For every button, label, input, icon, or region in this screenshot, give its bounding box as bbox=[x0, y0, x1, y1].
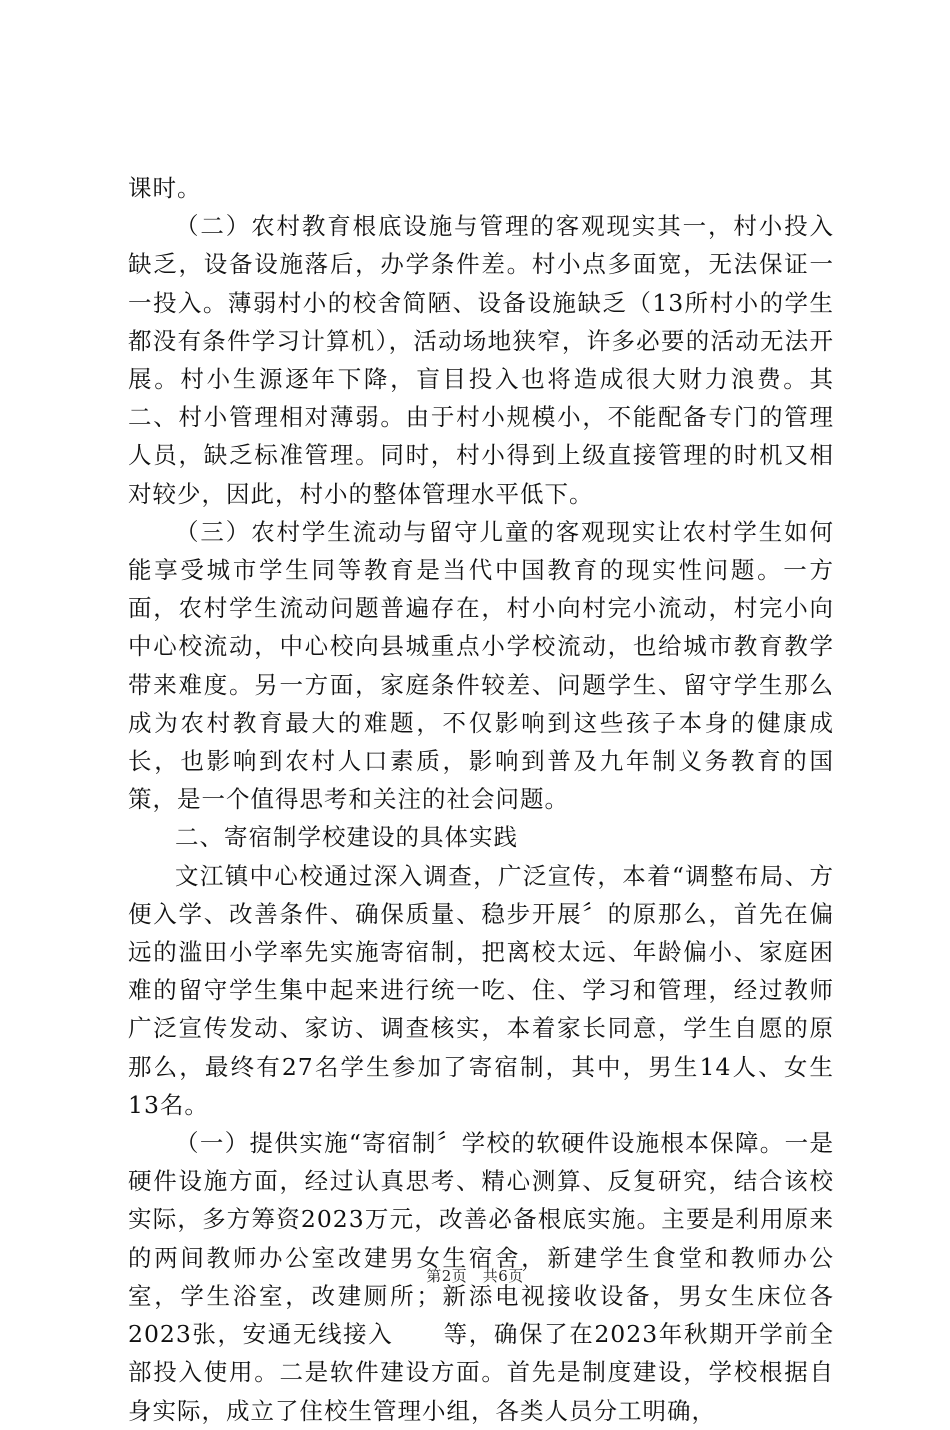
page-footer: 第2页 共6页 bbox=[426, 1267, 524, 1285]
paragraph-section-3: （三）农村学生流动与留守儿童的客观现实让农村学生如何能享受城市学生同等教育是当代中国教育的现实性问题。一方面，农村学生流动问题普遍存在，村小向村完小流动，村完小向中心校流动，中心校向县城重点小学校流动，也给城市教育教学带来难度。另一方面，家庭条件较差、问题学生、留守学生那么成为农村教育最大的难题，不仅影响到这些孩子本身的健康成长，也影响到农村人口素质，影响到普及九年制义务教育的国策，是一个值得思考和关注的社会问题。 bbox=[128, 517, 834, 814]
document-body bbox=[128, 169, 834, 1430]
paragraph-subsection-1: （一）提供实施“寄宿制〞学校的软硬件设施根本保障。一是硬件设施方面，经过认真思考、精心测算、反复研究，结合该校实际，多方筹资2023万元，改善必备根底实施。主要是利用原来的两间教师办公室改建男女生宿舍，新建学生食堂和教师办公室，学生浴室，改建厕所；新添电视接收设备，男女生床位各2023张，安通无线接入 等，确保了在2023年秋期开学前全部投入使用。二是软件建设方面。首先是制度建设，学校根据自身实际，成立了住校生管理小组，各类人员分工明确， bbox=[128, 1129, 834, 1425]
section-heading: 二、寄宿制学校建设的具体实践 bbox=[175, 823, 518, 852]
paragraph-practice: 文江镇中心校通过深入调查，广泛宣传，本着“调整布局、方便入学、改善条件、确保质量、稳步开展〞的原那么，首先在偏远的滥田小学率先实施寄宿制，把离校太远、年龄偏小、家庭困难的留守学生集中起来进行统一吃、住、学习和管理，经过教师广泛宣传发动、家访、调查核实，本着家长同意，学生自愿的原那么，最终有27名学生参加了寄宿制，其中，男生14人、女生13名。 bbox=[128, 861, 834, 1119]
paragraph-continuation: 课时。 bbox=[128, 174, 202, 202]
paragraph-section-2: （二）农村教育根底设施与管理的客观现实其一，村小投入缺乏，设备设施落后，办学条件差。村小点多面宽，无法保证一一投入。薄弱村小的校舍简陋、设备设施缺乏（13所村小的学生都没有条件学习计算机），活动场地狭窄，许多必要的活动无法开展。村小生源逐年下降，盲目投入也将造成很大财力浪费。其二、村小管理相对薄弱。由于村小规模小，不能配备专门的管理人员，缺乏标准管理。同时，村小得到上级直接管理的时机又相对较少，因此，村小的整体管理水平低下。 bbox=[128, 212, 834, 508]
